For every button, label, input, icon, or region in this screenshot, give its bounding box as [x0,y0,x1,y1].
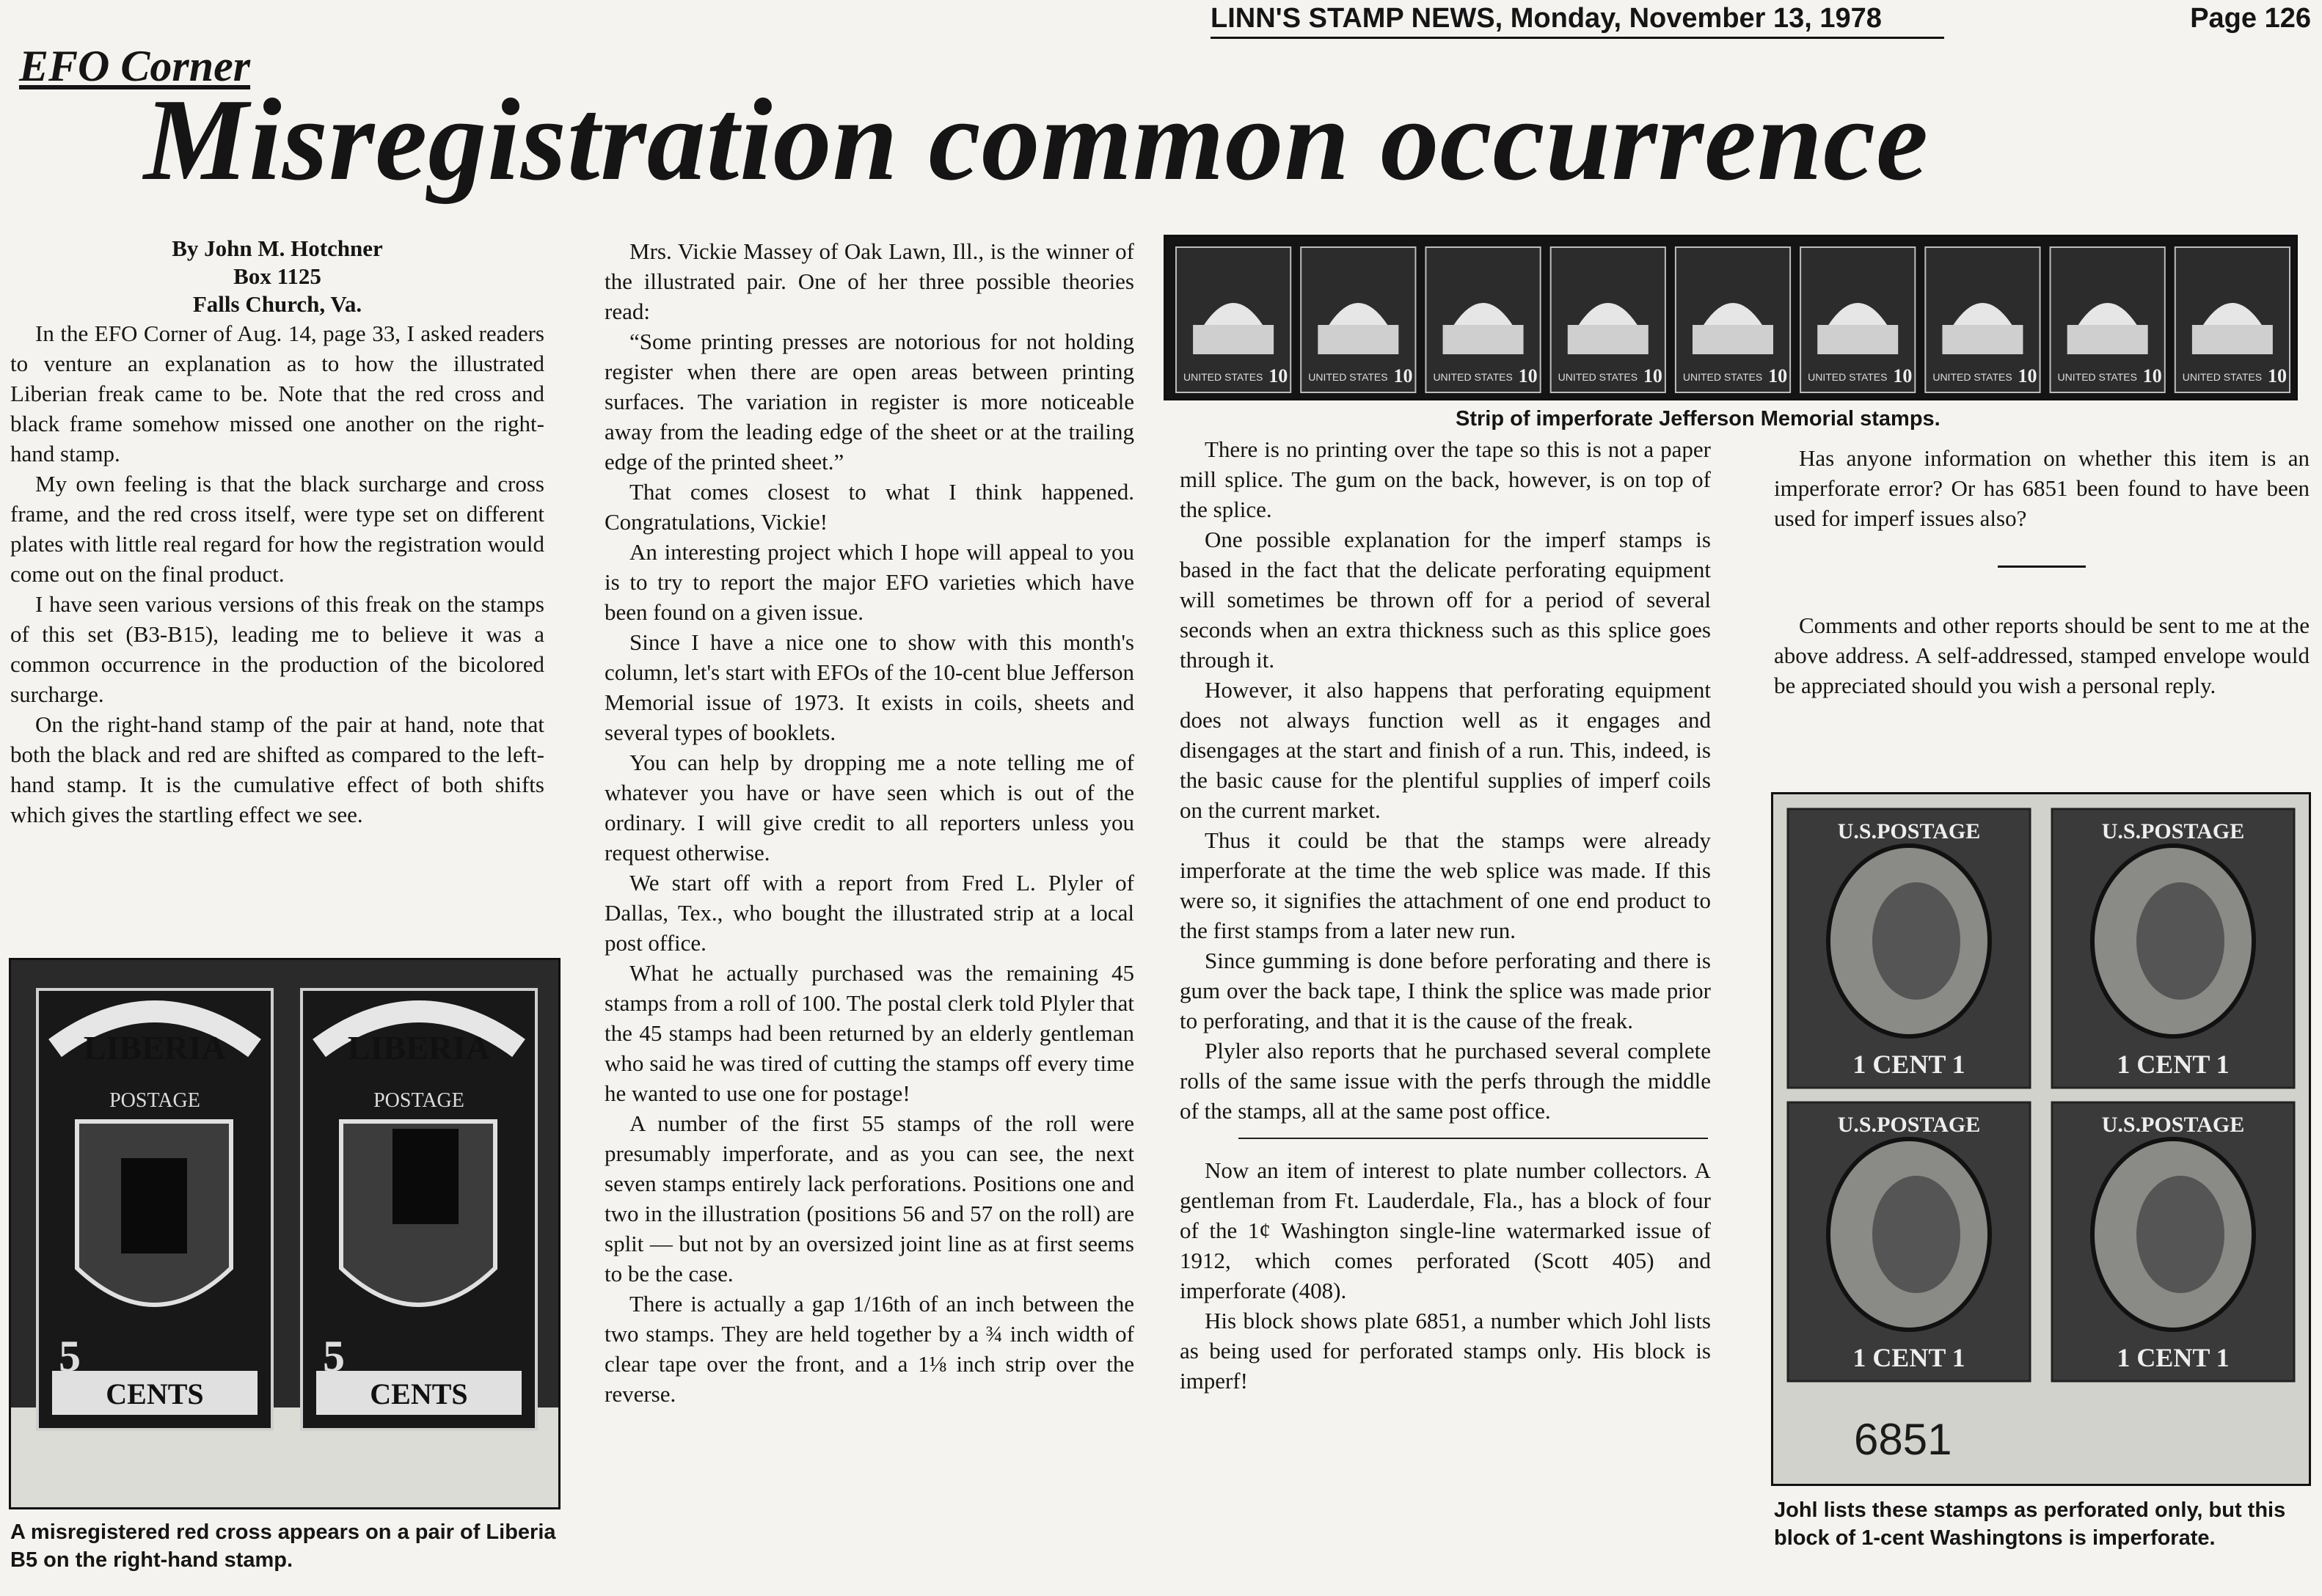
paragraph: There is no printing over the tape so this is not a paper mill splice. The gum on the back, however, is on top of the splice. [1180,436,1711,522]
stamp-top-label: U.S.POSTAGE [1837,1113,1981,1137]
section-divider [1998,565,2086,568]
paragraph: That comes closest to what I think happened. Congratulations, Vickie! [605,479,1134,535]
article-column-3 [1180,434,1711,1396]
washington-stamp [2052,1102,2294,1381]
jefferson-stamp [2051,247,2165,392]
washington-caption: Johl lists these stamps as perforated only, but this block of 1-cent Washingtons is imperforate. [1774,1498,2286,1550]
paragraph: My own feeling is that the black surcharge and cross frame, and the red cross itself, were type set on different plates with little real regard for how the registration would come out on the final product. [10,471,544,587]
washington-stamp [2052,809,2294,1088]
publication-line: LINN'S STAMP NEWS, Monday, November 13, 1978 [1211,3,1882,34]
paragraph: You can help by dropping me a note telling me of whatever you have or have seen which is out of the ordinary. I will give credit to all reporters unless you request otherwise. [605,750,1134,865]
jefferson-strip-photo [1164,235,2298,400]
paragraph: Now an item of interest to plate number collectors. A gentleman from Ft. Lauderdale, Fla., has a block of four of the 1¢ Washington single-line watermarked issue of 1912, which comes perforated (Scott 405) and imperforate (408). [1180,1157,1711,1303]
byline-location: Falls Church, Va. [192,291,362,317]
stamp-label: UNITED STATES [1808,371,1888,383]
paragraph: In the EFO Corner of Aug. 14, page 33, I asked readers to venture an explanation as to how the illustrated Liberian freak came to be. Note that the red cross and black frame somehow missed one another on the right-hand stamp. [10,321,544,466]
paragraph: “Some printing presses are notorious for not holding register when there are open areas between printing surfaces. The variation in register is more noticeable away from the leading edge of the sheet or at the trailing edge of the printed sheet.” [605,329,1134,475]
article-column-2 [605,236,1134,1409]
plate-number: 6851 [1854,1415,1952,1464]
jefferson-strip-image [1166,237,2298,400]
stamp-top-label: U.S.POSTAGE [2101,819,2245,843]
paragraph: There is actually a gap 1/16th of an inch between the two stamps. They are held together by a ¾ inch width of clear tape over the front, and a 1⅛ inch strip over the reverse. [605,1291,1134,1407]
stamp-value: 10 [1643,365,1662,387]
jefferson-stamp [2175,247,2290,392]
jefferson-stamp [1925,247,2040,392]
stamp-value: 10 [2018,365,2037,387]
paragraph: Has anyone information on whether this item is an imperforate error? Or has 6851 been found to have been used for imperf issues also? [1774,445,2310,531]
paragraph: We start off with a report from Fred L. Plyler of Dallas, Tex., who bought the illustrated strip at a local post office. [605,870,1134,956]
paragraph: Comments and other reports should be sent to me at the above address. A self-addressed, stamped envelope would be appreciated should you wish a personal reply. [1774,612,2310,698]
liberia-left-title: LIBERIA [83,1029,227,1066]
jefferson-stamp [1425,247,1540,392]
jefferson-stamp [1676,247,1790,392]
paragraph: Since I have a nice one to show with this month's column, let's start with EFOs of the 10-cent blue Jefferson Memorial issue of 1973. It exists in coils, sheets and several types of booklets. [605,629,1134,745]
stamp-value: 10 [1768,365,1788,387]
washington-block-image [1773,794,2311,1486]
stamp-value: 10 [1518,365,1538,387]
page-number: Page 126 [2190,3,2311,34]
jefferson-stamp [1176,247,1290,392]
paragraph: One possible explanation for the imperf stamps is based in the fact that the delicate perforating equipment will sometimes be thrown off for a period of several seconds when an extra thickness such as this splice goes through it. [1180,527,1711,673]
article-column-1 [10,235,544,830]
masthead [1211,3,2311,41]
stamp-label: UNITED STATES [2057,371,2137,383]
stamp-label: UNITED STATES [1433,371,1513,383]
stamp-top-label: U.S.POSTAGE [2101,1113,2245,1137]
stamp-value: 10 [2268,365,2287,387]
stamp-value: 10 [1268,365,1288,387]
liberia-left-sub: POSTAGE [109,1089,200,1112]
liberia-pair-photo [9,958,561,1509]
stamp-bottom-label: 1 CENT 1 [2117,1343,2230,1372]
jefferson-stamp [1551,247,1665,392]
stamp-top-label: U.S.POSTAGE [1837,819,1981,843]
strip-caption: Strip of imperforate Jefferson Memorial stamps. [1456,407,1941,431]
liberia-right-title: LIBERIA [347,1029,491,1066]
paragraph: However, it also happens that perforating equipment does not always function well as it engages and disengages at the start and finish of a run. This, indeed, is the basic cause for the plentiful supplies of imperf coils on the current market. [1180,677,1711,823]
article-column-4 [1774,443,2310,700]
paragraph: A number of the first 55 stamps of the roll were presumably imperforate, and as you can see, the next seven stamps entirely lack perforations. Positions one and two in the illustration (positions 56 and 57 on the roll) are split — but not by an oversized joint line as at first seems to be the case. [605,1110,1134,1286]
liberia-pair-image [11,960,561,1509]
jefferson-stamp [1800,247,1915,392]
paragraph: Plyler also reports that he purchased several complete rolls of the same issue with the perfs through the middle of the stamps, all at the same post office. [1180,1038,1711,1124]
stamp-bottom-label: 1 CENT 1 [1852,1050,1965,1079]
liberia-right-cents: CENTS [370,1377,468,1410]
paragraph: Thus it could be that the stamps were already imperforate at the time the web splice was made. If this were so, it signifies the attachment of one end product to the first stamps from a later new run. [1180,827,1711,943]
washington-stamp [1788,809,2030,1088]
byline-box: Box 1125 [233,263,321,289]
liberia-right-value: 5 [323,1332,345,1380]
stamp-label: UNITED STATES [1558,371,1638,383]
liberia-left-value: 5 [59,1332,81,1380]
liberia-caption: A misregistered red cross appears on a pair of Liberia B5 on the right-hand stamp. [10,1520,556,1572]
stamp-label: UNITED STATES [1183,371,1263,383]
washington-block-photo [1771,792,2311,1486]
stamp-label: UNITED STATES [1932,371,2012,383]
paragraph: Since gumming is done before perforating and there is gum over the back tape, I think the splice was made prior to perforating, and that it is the cause of the freak. [1180,948,1711,1033]
liberia-right-sub: POSTAGE [373,1089,464,1112]
stamp-value: 10 [2142,365,2162,387]
paragraph: An interesting project which I hope will appeal to you is to try to report the major EFO varieties which have been found on a given issue. [605,539,1134,625]
column-kicker: EFO Corner [19,42,251,90]
masthead-rule [1211,37,1944,39]
paragraph: What he actually purchased was the remaining 45 stamps from a roll of 100. The postal clerk told Plyler that the 45 stamps had been returned by an elderly gentleman who said he was tired of cutting the stamps off every time he wanted to use one for postage! [605,960,1134,1106]
stamp-bottom-label: 1 CENT 1 [1852,1343,1965,1372]
stamp-value: 10 [1393,365,1413,387]
stamp-bottom-label: 1 CENT 1 [2117,1050,2230,1079]
liberia-left-cents: CENTS [106,1377,204,1410]
washington-stamp [1788,1102,2030,1381]
stamp-label: UNITED STATES [2182,371,2263,383]
headline: Misregistration common occurrence [144,74,1929,205]
stamp-value: 10 [1893,365,1913,387]
paragraph: I have seen various versions of this freak on the stamps of this set (B3-B15), leading me to believe it was a common occurrence in the production of the bicolored surcharge. [10,591,544,707]
jefferson-stamp [1301,247,1415,392]
byline-author: By John M. Hotchner [172,235,383,261]
paragraph: On the right-hand stamp of the pair at hand, note that both the black and red are shifted as compared to the left-hand stamp. It is the cumulative effect of both shifts which gives the startling effect we see. [10,711,544,827]
byline [10,235,544,318]
paragraph: Mrs. Vickie Massey of Oak Lawn, Ill., is the winner of the illustrated pair. One of her three possible theories read: [605,238,1134,324]
stamp-label: UNITED STATES [1308,371,1388,383]
section-divider [1238,1138,1708,1139]
paragraph: His block shows plate 6851, a number which Johl lists as being used for perforated stamps only. His block is imperf! [1180,1308,1711,1394]
stamp-label: UNITED STATES [1682,371,1763,383]
